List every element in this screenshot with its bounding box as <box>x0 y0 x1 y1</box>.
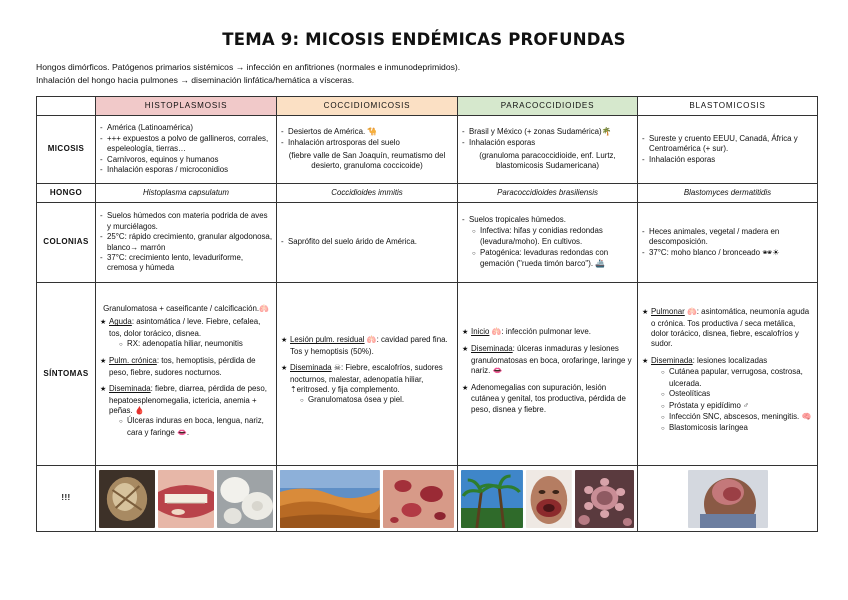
corner-cell <box>37 97 96 116</box>
list-item: - Desiertos de América. 🐪 <box>281 127 453 137</box>
yeast-wheel-micrograph <box>575 470 634 528</box>
hongo-blasto: Blastomyces dermatitidis <box>638 184 818 203</box>
list-item: ○ Infectiva: hifas y conidias redondas (levadura/moho). En cultivos. <box>472 226 633 248</box>
list-item: - Inhalación esporas <box>462 138 633 148</box>
list-item: ○ RX: adenopatía hiliar, neumonitis <box>119 339 272 350</box>
list-item: - Inhalación esporas <box>642 155 813 165</box>
intro-text <box>36 61 460 86</box>
row-label-images: !!! <box>37 466 96 532</box>
colonias-cocci <box>277 203 458 283</box>
sintomas-blasto <box>638 283 818 466</box>
list-item: ○ Patogénica: levaduras redondas con gemación ("rueda timón barco"). 🚢 <box>472 248 633 270</box>
row-label-hongo: HONGO <box>37 184 96 203</box>
list-item: ★ Pulm. crónica: tos, hemoptisis, pérdida de peso, fiebre, sudores nocturnos. <box>100 356 272 378</box>
list-item: ○ Granulomatosa ósea y piel. <box>300 395 453 406</box>
list-item: ★ Pulmonar 🫁: asintomática, neumonía aguda o crónica. Tos productiva / seca metálica, dolor torácico, disnea, fiebre, escalofríos y sudor. <box>642 307 813 350</box>
colonias-blasto <box>638 203 818 283</box>
colonias-row <box>37 203 818 283</box>
colonias-para <box>458 203 638 283</box>
list-item: - Carnívoros, equinos y humanos <box>100 155 272 165</box>
list-item: ○ Infección SNC, abscesos, meningitis. 🧠 <box>661 412 813 423</box>
intro-line-2: Inhalación del hongo hacia pulmones → diseminación linfática/hemática a vísceras. <box>36 74 355 85</box>
images-histo <box>96 466 277 532</box>
sintomas-para <box>458 283 638 466</box>
skin-lesion-photo <box>383 470 454 528</box>
micosis-para <box>458 116 638 184</box>
list-item: ○ Cutánea papular, verrugosa, costrosa, ulcerada. <box>661 367 813 389</box>
white-colonies-photo <box>217 470 273 528</box>
page-title: TEMA 9: MICOSIS ENDÉMICAS PROFUNDAS <box>222 30 626 49</box>
images-para <box>458 466 638 532</box>
list-item: - América (Latinoamérica) <box>100 123 272 133</box>
micosis-blasto <box>638 116 818 184</box>
micosis-histo <box>96 116 277 184</box>
col-header-histoplasmosis: HISTOPLASMOSIS <box>96 97 277 116</box>
list-item: - Suelos húmedos con materia podrida de aves y murciélagos. <box>100 211 272 232</box>
list-item: ★ Diseminada: úlceras inmaduras y lesiones granulomatosas en boca, orofaringe, laringe y nariz. 👄 <box>462 344 633 376</box>
images-row <box>37 466 818 532</box>
col-header-coccidiomicosis: COCCIDIOMICOSIS <box>277 97 458 116</box>
comparison-table <box>36 96 818 532</box>
images-cocci <box>277 466 458 532</box>
para-synonyms: (granuloma paracoccidioide, enf. Lurtz, blastomicosis Sudamericana) <box>479 151 616 171</box>
desert-dunes-photo <box>280 470 380 528</box>
list-item: ○ Osteolíticas <box>661 389 813 400</box>
colony-photo <box>99 470 155 528</box>
list-item: ★ Diseminada: fiebre, diarrea, pérdida de peso, hepatoesplenomegalia, ictericia, anemia + peñas. 🩸 ○ Úlceras induras en boca, lengua, nariz, cara y faringe 👄. <box>100 384 272 438</box>
list-item: - Inhalación artrosporas del suelo <box>281 138 453 148</box>
header-row <box>37 97 818 116</box>
tropical-palms-photo <box>461 470 523 528</box>
list-item: - Inhalación esporas / microconidios <box>100 165 272 175</box>
list-item: - Saprófito del suelo árido de América. <box>281 237 453 247</box>
list-item: - 25°C: rápido crecimiento, granular algodonosa, blanco→ marrón <box>100 232 272 253</box>
micosis-cocci <box>277 116 458 184</box>
list-item: - +++ expuestos a polvo de gallineros, corrales, espeleología, tierras… <box>100 134 272 155</box>
list-item: - Suelos tropicales húmedos. <box>462 215 633 225</box>
row-label-colonias: COLONIAS <box>37 203 96 283</box>
list-item: - Heces animales, vegetal / madera en descomposición. <box>642 227 813 248</box>
hongo-histo: Histoplasma capsulatum <box>96 184 277 203</box>
list-item: ★ Aguda: asintomática / leve. Fiebre, cefalea, tos, dolor torácico, disnea. ○ RX: adenopatía hiliar, neumonitis <box>100 317 272 350</box>
list-item: ○ Próstata y epidídimo ♂ <box>661 401 813 412</box>
list-item: ★ Diseminada: lesiones localizadas ○ Cutánea papular, verrugosa, costrosa, ulcerada. ○ Osteolíticas ○ Próstata y epidídimo ♂ ○ Infección SNC, abscesos, meningitis. 🧠 ○ Blastomicosis laríngea <box>642 356 813 435</box>
row-label-sintomas: SÍNTOMAS <box>37 283 96 466</box>
list-item: ○ Úlceras induras en boca, lengua, nariz, cara y faringe 👄. <box>119 416 272 438</box>
sintomas-histo <box>96 283 277 466</box>
intro-line-1: Hongos dimórficos. Patógenos primarios sistémicos → infección en anfitriones (normales e inmunodeprimidos). <box>36 62 461 72</box>
row-label-micosis: MICOSIS <box>37 116 96 184</box>
oral-ulcer-photo <box>158 470 214 528</box>
list-item: ★ Lesión pulm. residual 🫁: cavidad pared fina. Tos y hemoptisis (50%). <box>281 335 453 357</box>
head-lesion-photo <box>688 470 768 528</box>
micosis-row <box>37 116 818 184</box>
hongo-para: Paracoccidioides brasiliensis <box>458 184 638 203</box>
list-item: ★ Inicio 🫁: infección pulmonar leve. <box>462 327 633 338</box>
sintomas-row <box>37 283 818 466</box>
list-item: ★ Adenomegalias con supuración, lesión cutánea y genital, tos productiva, pérdida de peso, disnea y fiebre. <box>462 383 633 415</box>
list-item: - 37°C: crecimiento lento, levaduriforme, cremosa y húmeda <box>100 253 272 274</box>
col-header-paracoccidioides: PARACOCCIDIOIDES <box>458 97 638 116</box>
hongo-row <box>37 184 818 203</box>
list-item: - Sureste y cruento EEUU, Canadá, África y Centroamérica (+ sur). <box>642 134 813 155</box>
col-header-blastomicosis: BLASTOMICOSIS <box>638 97 818 116</box>
sintomas-cocci <box>277 283 458 466</box>
cocci-synonyms: (fiebre valle de San Joaquín, reumatismo del desierto, granuloma coccicoide) <box>288 151 446 171</box>
facial-lesion-photo <box>526 470 572 528</box>
list-item: - Brasil y México (+ zonas Sudamérica)🌴 <box>462 127 633 137</box>
list-item: ★ Diseminada ☠: Fiebre, escalofríos, sudores nocturnos, malestar, adenopatía hiliar, ⇡eritrosed. y fija complemento. ○ Granulomatosa ósea y piel. <box>281 363 453 407</box>
list-item: - 37°C: moho blanco / bronceado 🕶☀ <box>642 248 813 258</box>
histo-intro: Granulomatosa + caseificante / calcificación.🫁 <box>103 303 269 313</box>
images-blasto <box>638 466 818 532</box>
colonias-histo <box>96 203 277 283</box>
hongo-cocci: Coccidioides immitis <box>277 184 458 203</box>
list-item: ○ Blastomicosis laríngea <box>661 423 813 434</box>
